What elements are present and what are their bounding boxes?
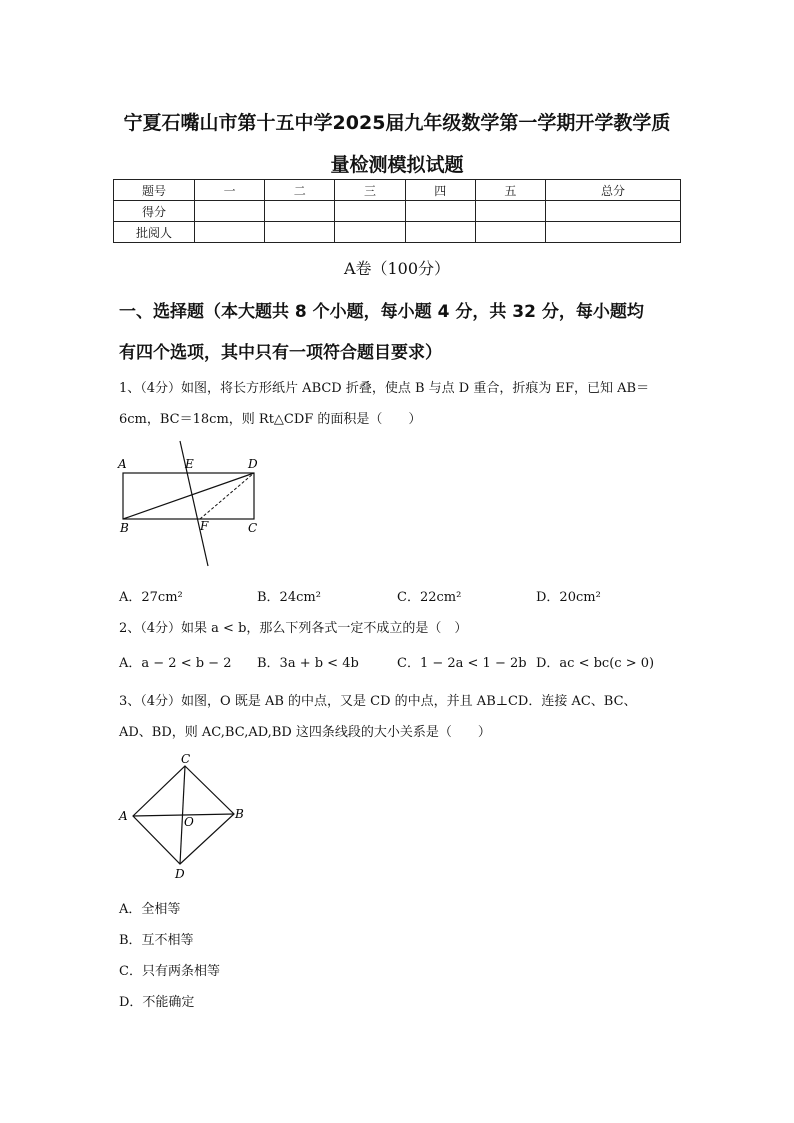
table-cell[interactable] bbox=[335, 222, 405, 243]
table-cell[interactable] bbox=[265, 201, 335, 222]
title-line-2: 量检测模拟试题 bbox=[330, 154, 464, 176]
q1-label-f: F bbox=[200, 519, 209, 533]
section1-line1: 一、选择题（本大题共 8 个小题，每小题 4 分，共 32 分，每小题均 bbox=[119, 302, 644, 322]
q3-rhombus-figure bbox=[115, 750, 255, 882]
table-cell: 批阅人 bbox=[114, 222, 195, 243]
q2-option-a[interactable]: A．a − 2 < b − 2 bbox=[119, 656, 232, 671]
table-cell: 总分 bbox=[546, 180, 681, 201]
q1-option-c[interactable]: C．22cm² bbox=[397, 590, 462, 605]
q1-option-a[interactable]: A．27cm² bbox=[119, 590, 183, 605]
table-cell[interactable] bbox=[475, 201, 545, 222]
table-cell[interactable] bbox=[546, 201, 681, 222]
q3-option-c[interactable]: C．只有两条相等 bbox=[119, 964, 220, 979]
q1-label-c: C bbox=[248, 521, 258, 535]
table-row bbox=[114, 201, 681, 222]
q3-option-d[interactable]: D．不能确定 bbox=[119, 995, 195, 1010]
q1-label-b: B bbox=[120, 521, 129, 535]
table-row bbox=[114, 180, 681, 201]
q3-option-a[interactable]: A．全相等 bbox=[119, 902, 181, 917]
q1-label-a: A bbox=[118, 457, 127, 471]
table-cell[interactable] bbox=[475, 222, 545, 243]
table-cell: 题号 bbox=[114, 180, 195, 201]
table-cell[interactable] bbox=[546, 222, 681, 243]
q1-option-d[interactable]: D．20cm² bbox=[536, 590, 601, 605]
score-table bbox=[113, 179, 681, 243]
table-cell: 三 bbox=[335, 180, 405, 201]
q1-option-b[interactable]: B．24cm² bbox=[257, 590, 321, 605]
q3-stem-line1: 3、（4分）如图，O 既是 AB 的中点，又是 CD 的中点，并且 AB⊥CD．连接 AC、BC、 bbox=[119, 694, 637, 709]
q1-stem-line1: 1、（4分）如图，将长方形纸片 ABCD 折叠，使点 B 与点 D 重合，折痕为 EF，已知 AB＝ bbox=[119, 381, 650, 396]
table-cell[interactable] bbox=[195, 222, 265, 243]
table-cell: 得分 bbox=[114, 201, 195, 222]
q3-label-c: C bbox=[181, 752, 191, 766]
q3-label-b: B bbox=[235, 807, 244, 821]
table-cell[interactable] bbox=[265, 222, 335, 243]
table-cell[interactable] bbox=[335, 201, 405, 222]
table-cell[interactable] bbox=[405, 201, 475, 222]
table-cell[interactable] bbox=[405, 222, 475, 243]
q1-label-e: E bbox=[185, 457, 194, 471]
q3-option-b[interactable]: B．互不相等 bbox=[119, 933, 194, 948]
q2-stem: 2、（4分）如果 a < b，那么下列各式一定不成立的是（ ） bbox=[119, 621, 468, 636]
table-cell: 一 bbox=[195, 180, 265, 201]
table-cell: 四 bbox=[405, 180, 475, 201]
paper-a-heading: A卷（100分） bbox=[343, 259, 451, 278]
table-cell: 五 bbox=[475, 180, 545, 201]
q2-option-d[interactable]: D．ac < bc(c > 0) bbox=[536, 656, 655, 671]
table-row bbox=[114, 222, 681, 243]
table-cell[interactable] bbox=[195, 201, 265, 222]
q2-option-b[interactable]: B．3a + b < 4b bbox=[257, 656, 359, 671]
q3-label-a: A bbox=[119, 809, 128, 823]
q2-option-c[interactable]: C．1 − 2a < 1 − 2b bbox=[397, 656, 527, 671]
q3-stem-line2: AD、BD，则 AC,BC,AD,BD 这四条线段的大小关系是（ ） bbox=[119, 725, 491, 740]
q3-label-o: O bbox=[184, 815, 194, 829]
title-line-1: 宁夏石嘴山市第十五中学2025届九年级数学第一学期开学教学质 bbox=[123, 112, 671, 134]
q1-label-d: D bbox=[248, 457, 258, 471]
q3-label-d: D bbox=[175, 867, 185, 881]
q1-stem-line2: 6cm，BC＝18cm，则 Rt△CDF 的面积是（ ） bbox=[119, 412, 422, 427]
table-cell: 二 bbox=[265, 180, 335, 201]
section1-line2: 有四个选项，其中只有一项符合题目要求） bbox=[119, 343, 442, 363]
q1-rectangle-figure bbox=[110, 438, 280, 570]
